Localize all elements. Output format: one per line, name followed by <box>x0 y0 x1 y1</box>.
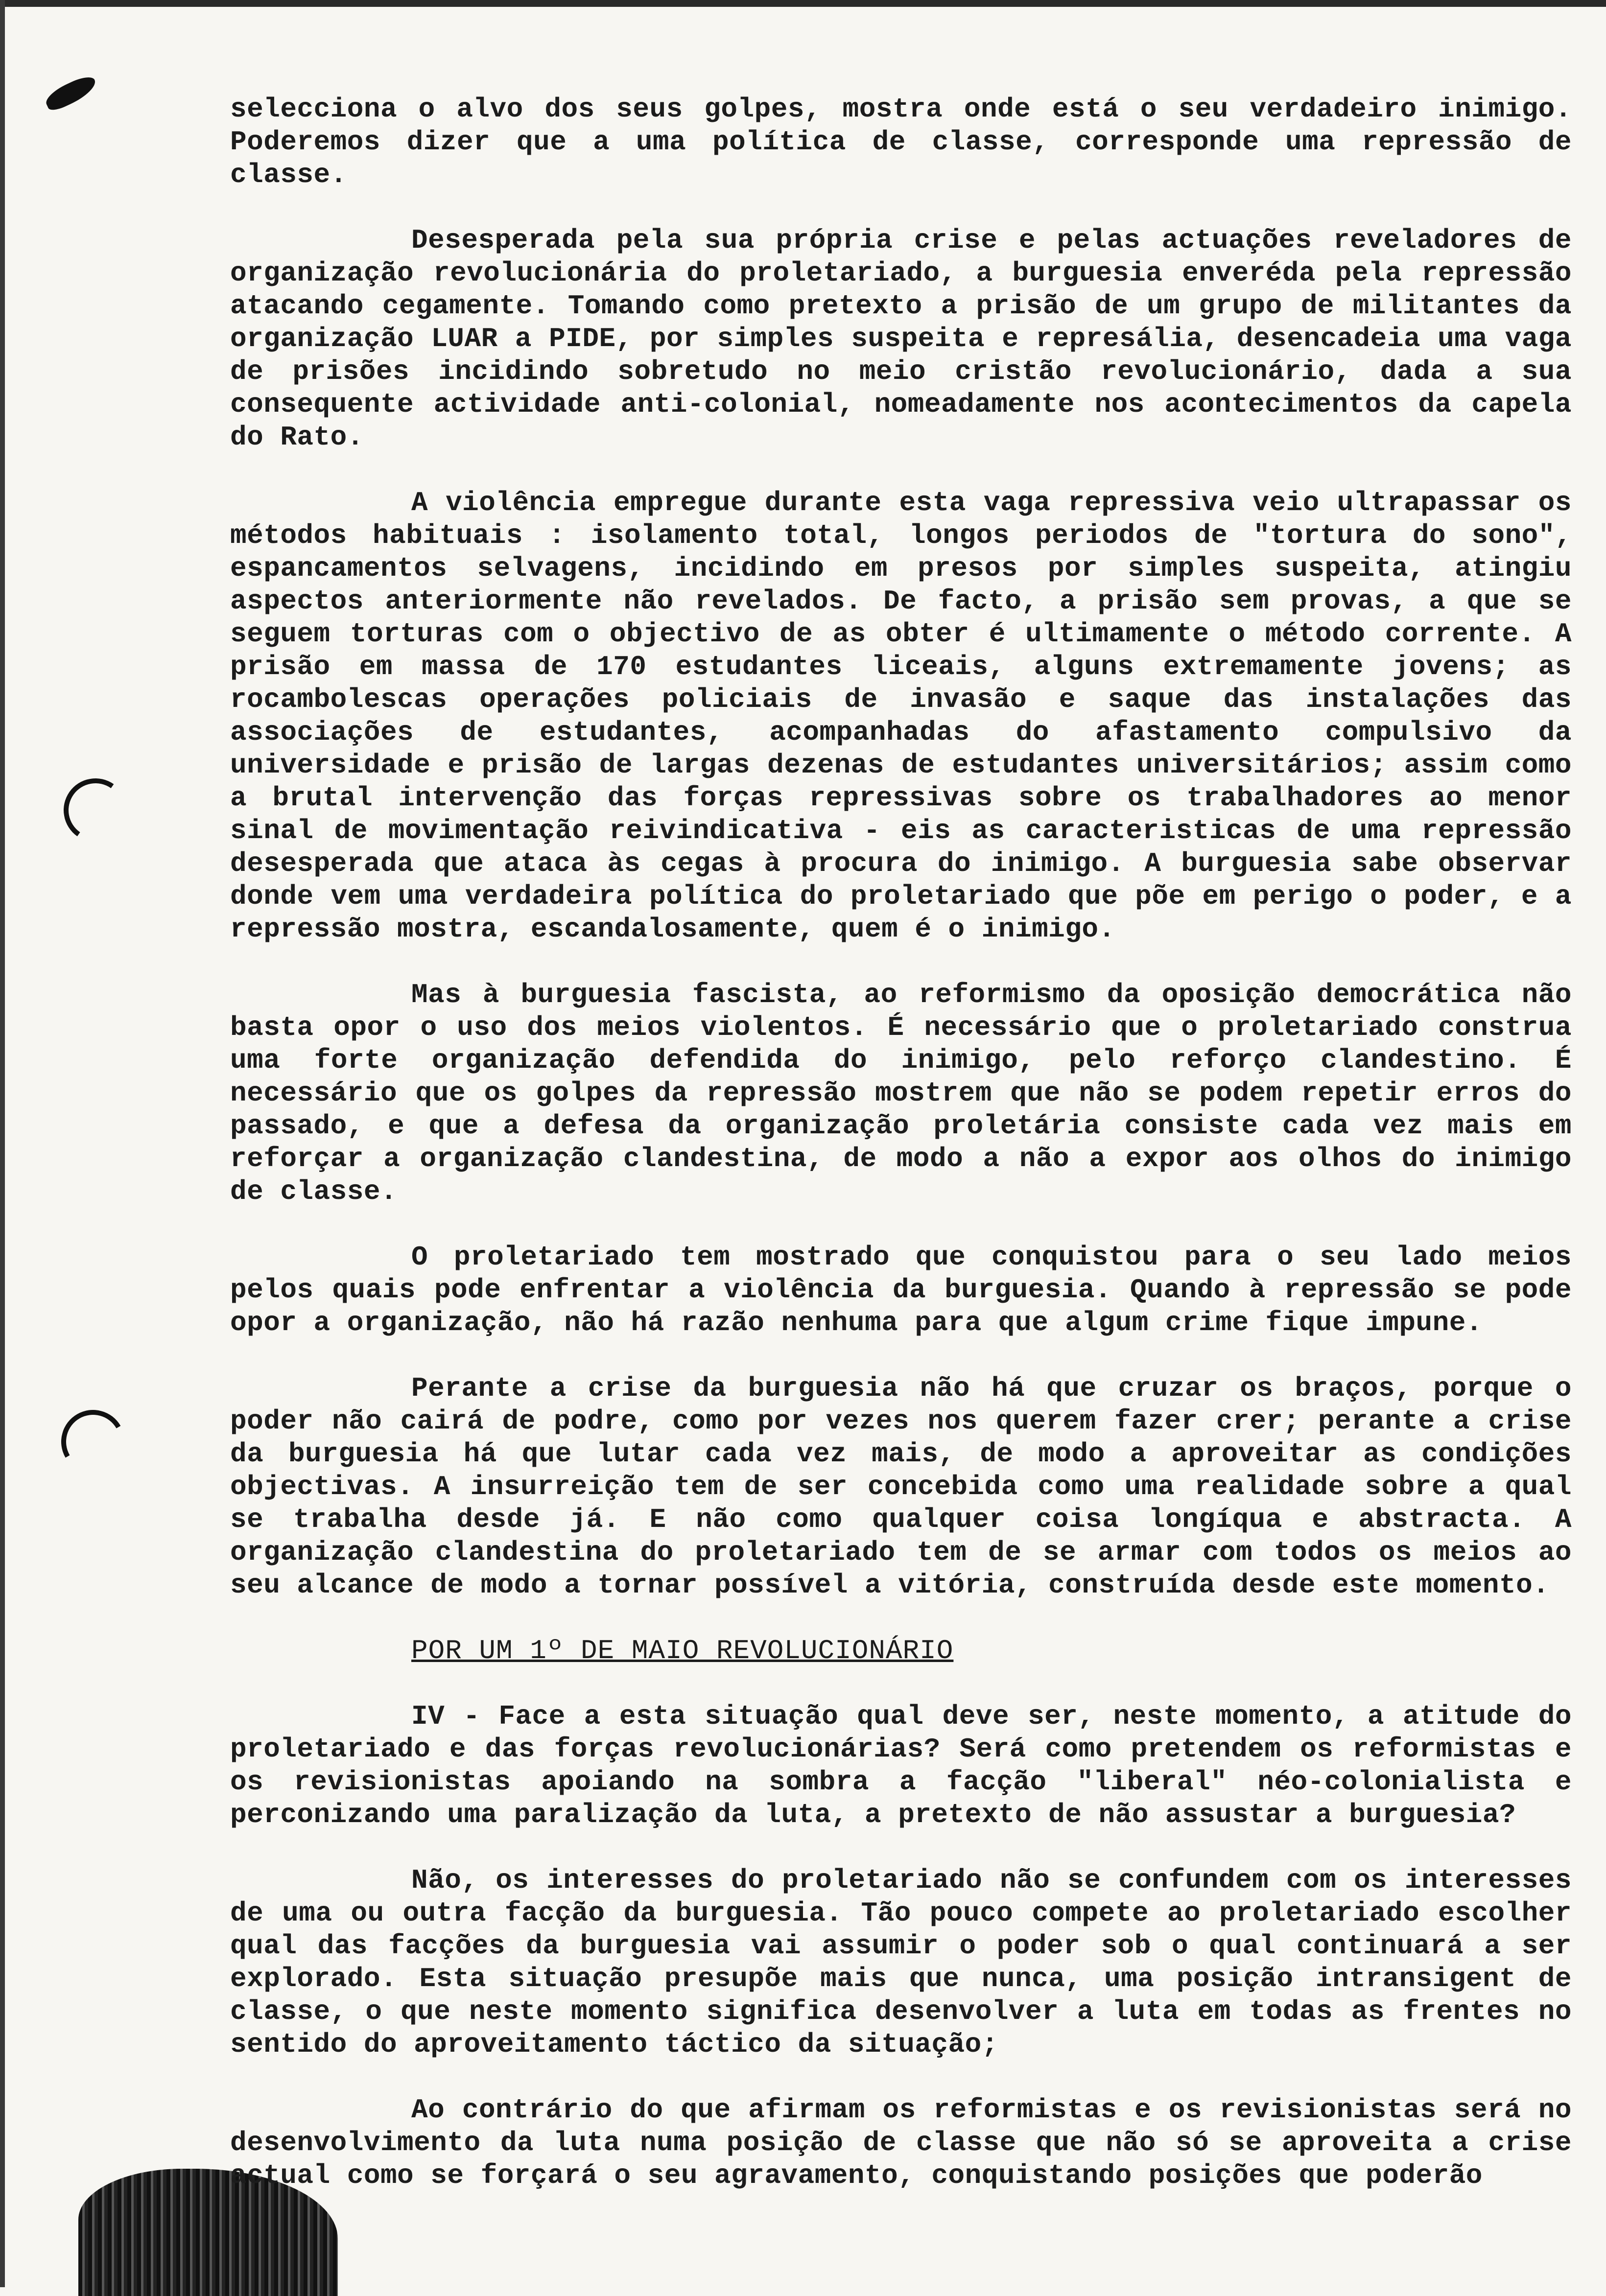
paragraph-7: IV - Face a esta situação qual deve ser, neste momento, a atitude do proletariado e das forças revolucionárias? Será como pretendem os reformistas e os revisionistas apoiando na sombra a facção "liberal" néo-colonialista e perconizando uma paralização da luta, a pretexto de não assustar a burguesia? <box>230 1701 1572 1830</box>
paragraph-2: Desesperada pela sua própria crise e pelas actuações reveladores de organização revolucionária do proletariado, a burguesia enveréda pela repressão atacando cegamente. Tomando como pretexto a prisão de um grupo de militantes da organização LUAR a PIDE, por simples suspeita e represália, desencadeia uma vaga de prisões incidindo sobretudo no meio cristão revolucionário, dada a sua consequente actividade anti-colonial, nomeadamente nos acontecimentos da capela do Rato. <box>230 225 1572 453</box>
section-heading: POR UM 1º DE MAIO REVOLUCIONÁRIO <box>411 1635 954 1666</box>
paragraph-9: Ao contrário do que afirmam os reformistas e os revisionistas será no desenvolvimento da luta numa posição de classe que não só se aproveita a crise actual como se forçará o seu agravamento, conquistando posições que poderão <box>230 2094 1572 2191</box>
paragraph-1: selecciona o alvo dos seus golpes, mostra onde está o seu verdadeiro inimigo. Poderemos dizer que a uma política de classe, corresponde uma repressão de classe. <box>230 94 1572 190</box>
page-edge-left <box>0 0 5 2287</box>
paragraph-4: Mas à burguesia fascista, ao reformismo da oposição democrática não basta opor o uso dos meios violentos. É necessário que o proletariado construa uma forte organização defendida do inimigo, pelo reforço clandestino. É necessário que os golpes da repressão mostrem que não se podem repetir erros do passado, e que a defesa da organização proletária consiste cada vez mais em reforçar a organização clandestina, de modo a não a expor aos olhos do inimigo de classe. <box>230 979 1572 1207</box>
paragraph-8: Não, os interesses do proletariado não se confundem com os interesses de uma ou outra facção da burguesia. Tão pouco compete ao proletariado escolher qual das facções da burguesia vai assumir o poder sob o qual continuará a ser explorado. Esta situação presupõe mais que nunca, uma posição intransigent de classe, o que neste momento significa desenvolver a luta em todas as frentes no sentido do aproveitamento táctico da situação; <box>230 1865 1572 2060</box>
paragraph-6: Perante a crise da burguesia não há que cruzar os braços, porque o poder não cairá de podre, como por vezes nos querem fazer crer; perante a crise da burguesia há que lutar cada vez mais, de modo a aproveitar as condições objectivas. A insurreição tem de ser concebida como uma realidade sobre a qual se trabalha desde já. E não como qualquer coisa longíqua e abstracta. A organização clandestina do proletariado tem de se armar com todos os meios ao seu alcance de modo a tornar possível a vitória, construída desde este momento. <box>230 1373 1572 1601</box>
punch-hole-bottom-icon <box>54 1403 132 1480</box>
paragraph-5: O proletariado tem mostrado que conquistou para o seu lado meios pelos quais pode enfrentar a violência da burguesia. Quando à repressão se pode opor a organização, não há razão nenhuma para que algum crime fique impune. <box>230 1242 1572 1338</box>
ink-mark-icon <box>43 73 100 114</box>
document-body <box>230 93 1572 2225</box>
page-edge-top <box>0 0 1606 7</box>
paragraph-3: A violência empregue durante esta vaga repressiva veio ultrapassar os métodos habituais : isolamento total, longos periodos de "tortura do sono", espancamentos selvagens, incidindo em presos por simples suspeita, atingiu aspectos anteriormente não revelados. De facto, a prisão sem provas, a que se seguem torturas com o objectivo de as obter é ultimamente o método corrente. A prisão em massa de 170 estudantes liceais, alguns extremamente jovens; as rocambolescas operações policiais de invasão e saque das instalações das associações de estudantes, acompanhadas do afastamento compulsivo da universidade e prisão de largas dezenas de estudantes universitários; assim como a brutal intervenção das forças repressivas sobre os trabalhadores ao menor sinal de movimentação reivindicativa - eis as caracteristicas de uma repressão desesperada que ataca às cegas à procura do inimigo. A burguesia sabe observar donde vem uma verdadeira política do proletariado que põe em perigo o poder, e a repressão mostra, escandalosamente, quem é o inimigo. <box>230 487 1572 945</box>
punch-hole-top-icon <box>59 773 133 847</box>
